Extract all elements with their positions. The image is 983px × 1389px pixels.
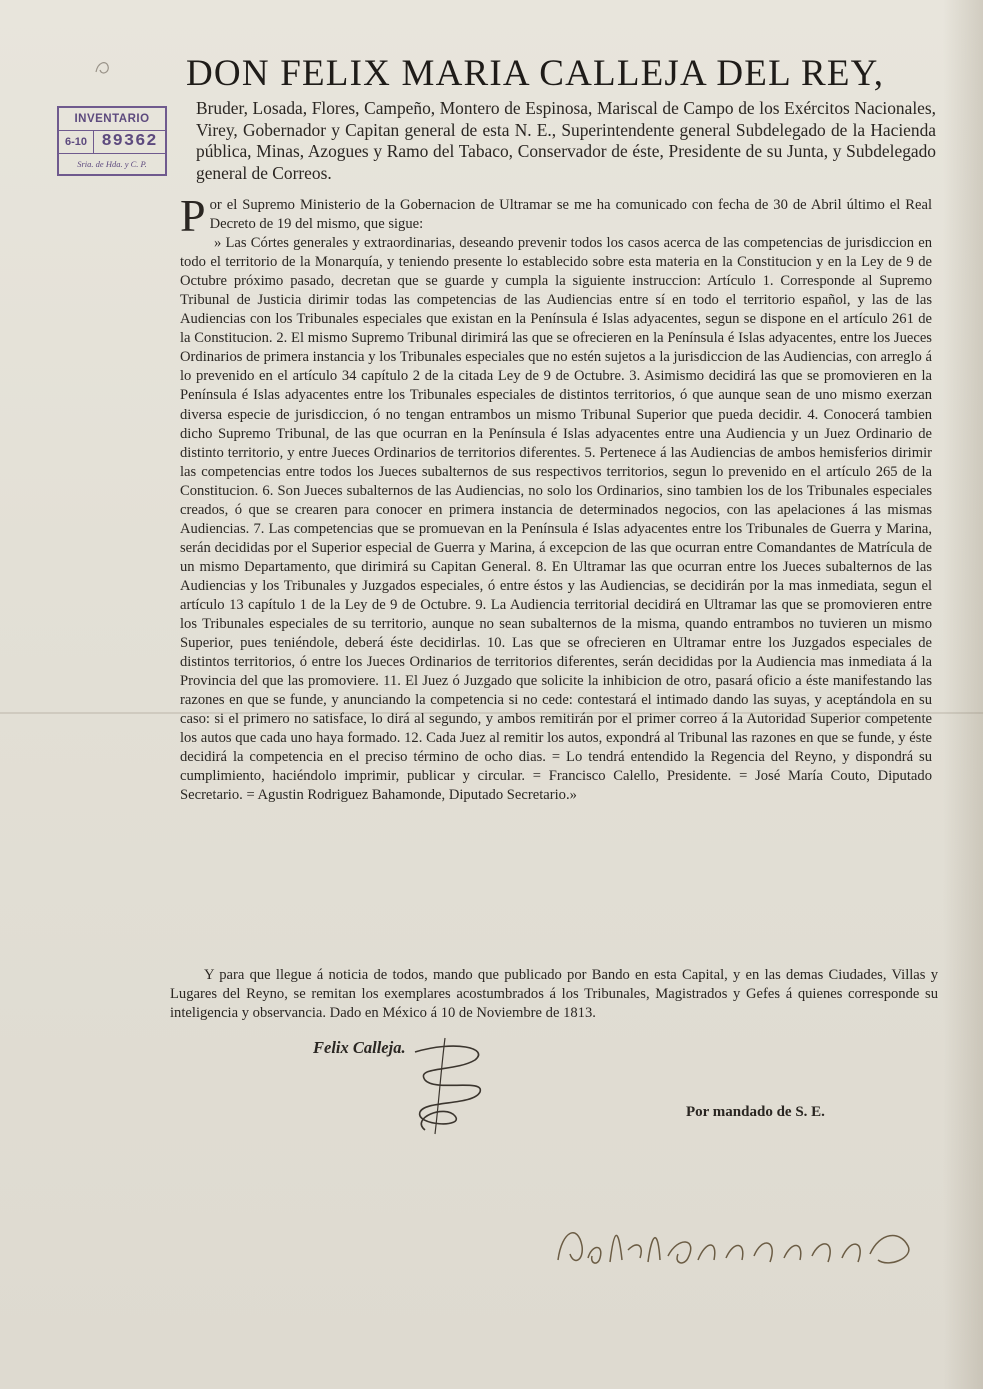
intro-paragraph [180,190,932,241]
official-titles: Bruder, Losada, Flores, Campeño, Montero de Espinosa, Mariscal de Campo de los Exércitos Nacionales, Virey, Gobernador y Capitan general de esta N. E., Superintendente general Subdelegado de la Hacienda pública, Minas, Azogues y Ramo del Tabaco, Conservador de éste, Presidente de su Junta, y Subdelegado general de Correos. [196,98,936,183]
closing-paragraph: Y para que llegue á noticia de todos, mando que publicado por Bando en esta Capital, y en las demas Ciudades, Villas y Lugares del Reyno, se remitan los exemplares acostumbrados á los Tribunales, Magistrados y Gefes á quienes corresponde su inteligencia y observancia. Dado en México á 10 de Noviembre de 1813. [170,967,938,1022]
rubric-flourish-icon [395,1030,505,1140]
stamp-code: 6-10 [59,131,94,153]
printed-signature: Felix Calleja. [313,1038,406,1057]
pencil-mark-icon [92,58,114,80]
closing-block [170,966,938,1023]
document-body [180,190,932,806]
stamp-row [59,131,165,154]
stamp-title: INVENTARIO [59,108,165,131]
stamp-number: 89362 [101,132,158,151]
stamp-footer: Sria. de Hda. y C. P. [77,159,147,169]
intro-text: or el Supremo Ministerio de la Gobernacion de Ultramar se me ha comunicado con fecha de 30 de Abril último el Real Decreto de 19 del mismo, que sigue: [209,197,932,233]
edge-stain [943,0,983,1389]
inventory-stamp [57,106,167,176]
document-title: DON FELIX MARIA CALLEJA DEL REY, [186,53,885,94]
drop-cap: P [180,190,206,241]
decree-paragraph: » Las Córtes generales y extraordinarias, deseando prevenir todos los casos acerca de las competencias de jurisdiccion en todo el territorio de la Monarquía, y teniendo presente lo establecido sobre esta materia en la Constitucion y en la Ley de 9 de Octubre próximo pasado, decretan que se guarde y cumpla la siguiente instruccion: Artículo 1. Corresponde al Supremo Tribunal de Justicia dirimir todas las competencias de las Audiencias entre sí en todo el territorio español, y las de las Audiencias con los Tribunales especiales que existan en la Península é Islas adyacentes, segun se dispone en el artículo 261 de la Constitucion. 2. El mismo Supremo Tribunal dirimirá las que se ofrecieren en la Península é Islas adyacentes, entre los Jueces Ordinarios de primera instancia y los Tribunales especiales que no estén sujetos a la jurisdiccion de las Audiencias, con arreglo á lo prevenido en el artículo 34 capítulo 2 de la citada Ley de 9 de Octubre. 3. Asimismo decidirá las que se promovieren en la Península é Islas adyacentes entre los Tribunales especiales de distintos territorios, ó que aunque sean de uno mismo exerzan diversa especie de jurisdiccion, ó no tengan entrambos un mismo Tribunal Superior que pueda decidir. 4. Conocerá tambien dicho Supremo Tribunal, de las que ocurran en la Península é Islas adyacentes entre una Audiencia y un Juez Ordinario de distinto territorio, y entre Jueces Ordinarios de territorios diferentes. 5. Pertenece á las Audiencias de ambos hemisferios dirimir las competencias entre todos los Jueces subalternos de sus respectivos territorios, segun lo prevenido en el artículo 265 de la Constitucion. 6. Son Jueces subalternos de las Audiencias, no solo los Ordinarios, sino tambien los de los Tribunales especiales creados, ó que se crearen para conocer en primera instancia de determinados negocios, con las apelaciones á las mismas Audiencias. 7. Las competencias que se promuevan en la Península é Islas adyacentes entre los Tribunales de Guerra y Marina, serán decididas por el Superior especial de Guerra y Marina, á excepcion de las que ocurran entre Comandantes de Matrícula de un mismo Departamento, que dirimirá su Capitan General. 8. En Ultramar las que ocurran entre los Jueces subalternos de las Audiencias y los Tribunales y Juzgados especiales, ó entre éstos y las Audiencias, se decidirán por la mas inmediata, segun el artículo 13 capítulo 1 de la Ley de 9 de Octubre. 9. La Audiencia territorial decidirá en Ultramar las que se promovieren entre los Tribunales especiales de su territorio, aunque no sean subalternos de la misma, quando entrambos no tuvieren un mismo Superior, pues teniéndole, deberá éste decidirlas. 10. Las que se ofrecieren en Ultramar entre los Juzgados especiales de distintos territorios, ó entre los Jueces Ordinarios de territorios diferentes, serán decididas por la Audiencia mas inmediata á la Provincia del que las promoviere. 11. El Juez ó Juzgado que solicite la inhibicion de otro, pasará oficio a éste manifestando las razones en que se funde, y anunciando la competencia si no cede: contestará el intimado dando las suyas, y aceptándola en su caso: si el primero no satisface, lo dirá al segundo, y ambos remitirán por el primer correo á la Autoridad Superior competente los autos que cada uno haya formado. 12. Cada Juez al remitir los autos, expondrá al Tribunal las razones en que se funde, y éste decidirá la competencia en el preciso término de ocho dias. = Lo tendrá entendido la Regencia del Reyno, y dispondrá su cumplimiento, haciéndolo imprimir, publicar y circular. = Francisco Calello, Presidente. = José María Couto, Diputado Secretario. = Agustin Rodriguez Bahamonde, Diputado Secretario.» [180,235,932,804]
handwritten-signature-icon [548,1210,928,1280]
by-order-line: Por mandado de S. E. [686,1104,825,1120]
